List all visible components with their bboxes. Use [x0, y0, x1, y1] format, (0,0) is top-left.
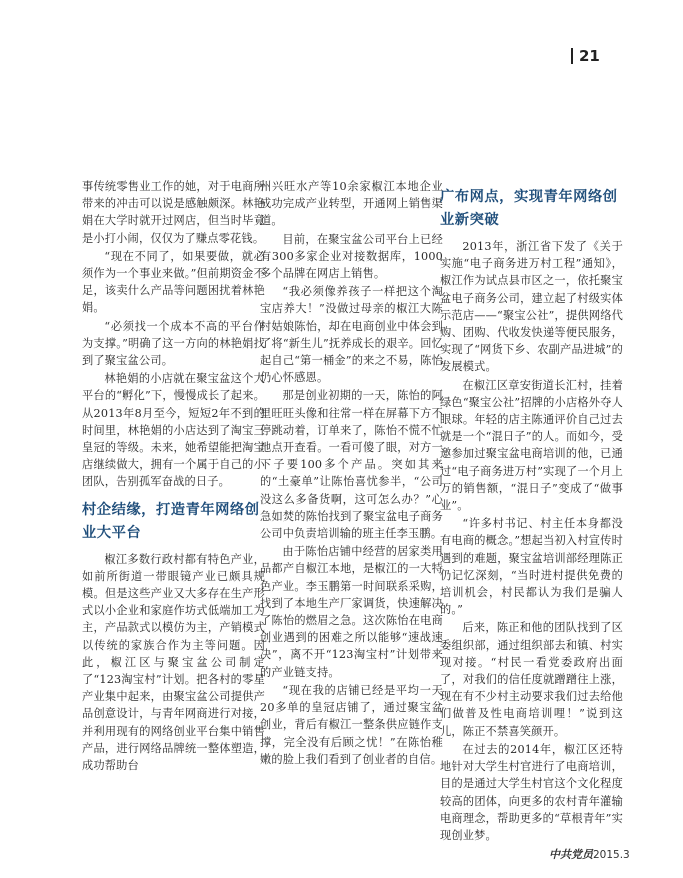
body-paragraph: 事传统零售业工作的她，对于电商所带来的冲击可以说是感触颇深。林艳娟在大学时就开过网店，但当时毕竟是小打小闹，仅仅为了赚点零花钱。	[82, 180, 265, 245]
body-paragraph: 由于陈怡店铺中经营的居家类用品都产自椒江本地，是椒江的一大特色产业。李玉鹏第一时间联系采购，找到了本地生产厂家调货，快速解决了陈怡的燃眉之急。这次陈怡在电商创业遇到的困难之所以能够“速战速决”，离不开“123淘宝村”计划带来的产业链支持。	[260, 545, 443, 679]
body-paragraph: 在椒江区章安街道长汇村，挂着绿色“聚宝公社”招牌的小店格外夺人眼球。年轻的店主陈通评价自己过去就是一个“混日子”的人。而如今，受邀参加过聚宝盆电商培训的他，已通过“电子商务进万村”实现了一个月上万的销售额，“混日子”变成了“做事业”。	[440, 378, 623, 513]
text-column-3	[440, 178, 623, 845]
body-paragraph: 在过去的2014年，椒江区还特地针对大学生村官进行了电商培训，目的是通过大学生村官这个文化程度较高的团体，向更多的农村青年灌输电商理念，帮助更多的“草根青年”实现创业梦。	[440, 742, 623, 842]
body-paragraph: 后来，陈正和他的团队找到了区委组织部，通过组织部去和镇、村实现对接。“村民一看党委政府出面了，对我们的信任度就蹭蹭往上涨，现在有不少村主动要求我们过去给他们做普及性电商培训哩！”说到这儿，陈正不禁喜笑颜开。	[440, 621, 623, 738]
section-heading: 广布网点，实现青年网络创业新突破	[440, 189, 618, 228]
body-paragraph: 2013年，浙江省下发了《关于实施“电子商务进万村工程”通知》，椒江作为试点县市区之一，依托聚宝盆电子商务公司，建立起了村级实体示范店——“聚宝公社”，提供网络代购、团购、代收发快递等便民服务，实现了“网货下乡、农副产品进城”的发展模式。	[440, 240, 623, 374]
section-heading: 村企结缘，打造青年网络创业大平台	[82, 501, 260, 541]
body-paragraph: “现在我的店铺已经是平均一天20多单的皇冠店铺了，通过聚宝盆创业，背后有椒江一整条供应链作支撑，完全没有后顾之忧！”在陈怡稚嫩的脸上我们看到了创业者的自信。	[260, 683, 443, 766]
body-paragraph: “我必须像养孩子一样把这个淘宝店养大！”没做过母亲的椒江大陈村姑娘陈怡，却在电商创业中体会到了将“新生儿”抚养成长的艰辛。回忆起自己“第一桶金”的来之不易，陈怡仍心怀感恩。	[260, 285, 443, 385]
body-paragraph: 目前，在聚宝盆公司平台上已经有300多家企业对接数据库，1000多个品牌在网店上销售。	[260, 232, 443, 281]
text-column-1	[82, 178, 265, 775]
body-paragraph: 那是创业初期的一天，陈怡的阿里旺旺头像和往常一样在屏幕下方不停跳动着，订单来了，陈怡不慌不忙地点开查看。一看可傻了眼，对方一下子要100多个产品。突如其来的“土豪单”让陈怡喜忧参半，“公司没这么多备货啊，这可怎么办？”心急如焚的陈怡找到了聚宝盆电子商务公司中负责培训输的班主任李玉鹏。	[260, 389, 443, 541]
issue-number: 2015.3	[593, 849, 630, 861]
body-paragraph: 林艳娟的小店就在聚宝盆这个大平台的“孵化”下，慢慢成长了起来。从2013年8月至今，短短2年不到的时间里，林艳娟的小店达到了淘宝三皇冠的等级。未来，她希望能把淘宝店继续做大，拥有一个属于自己的小团队，告别孤军奋战的日子。	[82, 372, 265, 489]
body-paragraph: “现在不同了，如果要做，就必须作为一个事业来做。”但前期资金不足，该卖什么产品等问题困扰着林艳娟。	[82, 249, 265, 315]
body-paragraph: “必须找一个成本不高的平台作为支撑。”明确了这一方向的林艳娟找到了聚宝盆公司。	[82, 319, 265, 368]
page-number: 21	[571, 48, 600, 64]
body-paragraph: “许多村书记、村主任本身都没有电商的概念。”想起当初入村宣传时遇到的难题，聚宝盆培训部经理陈正仍记忆深刻，“当时进村提供免费的培训机会，村民都认为我们是骗人的。”	[440, 517, 623, 617]
body-paragraph: 椒江多数行政村都有特色产业，如前所街道一带眼镜产业已颇具规模。但是这些产业又大多存在生产形式以小企业和家庭作坊式低端加工为主，产品款式以模仿为主，产销模式以传统的家族合作为主等问题。因此，椒江区与聚宝盆公司制定了“123淘宝村”计划。把各村的零星产业集中起来，由聚宝盆公司提供产品创意设计，与青年网商进行对接，并利用现有的网络创业平台集中销售产品，进行网络品牌统一整体塑造，成功帮助台	[82, 552, 265, 773]
body-paragraph: 州兴旺水产等10余家椒江本地企业成功完成产业转型，开通网上销售渠道。	[260, 180, 443, 228]
text-column-2	[260, 178, 443, 769]
page-footer	[549, 846, 630, 862]
magazine-title: 中共党员	[549, 848, 593, 861]
